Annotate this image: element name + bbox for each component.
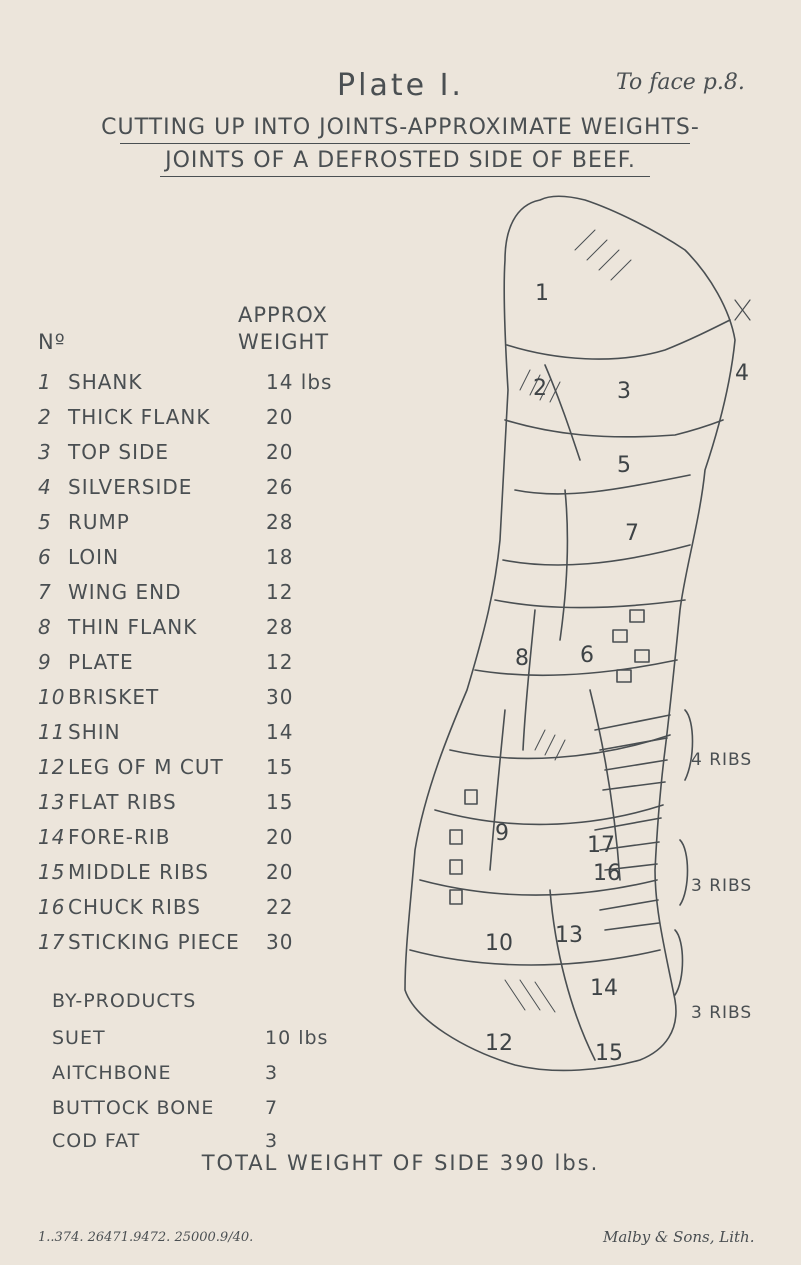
cut-label-9: 9 [495, 821, 509, 846]
table-row [38, 440, 358, 474]
list-item [52, 1027, 352, 1061]
cut-label-12: 12 [485, 1031, 513, 1056]
rib-bracket-label: 3 RIBS [691, 876, 753, 896]
row-number: 2 [38, 405, 52, 429]
table-row [38, 615, 358, 649]
byproduct-name: AITCHBONE [52, 1062, 172, 1084]
joint-weight: 28 [266, 510, 294, 534]
joint-name: STICKING PIECE [68, 930, 240, 954]
joint-name: RUMP [68, 510, 130, 534]
byproduct-name: COD FAT [52, 1130, 141, 1152]
cut-label-6: 6 [580, 643, 594, 668]
table-row [38, 860, 358, 894]
joint-weight: 30 [266, 930, 294, 954]
joint-weight: 14 lbs [266, 370, 333, 394]
joint-weight: 20 [266, 860, 294, 884]
total-weight: TOTAL WEIGHT OF SIDE 390 lbs. [201, 1151, 600, 1175]
row-number: 14 [38, 825, 66, 849]
table-row [38, 685, 358, 719]
title-underline-2 [160, 176, 650, 177]
table-row [38, 405, 358, 439]
row-number: 4 [38, 475, 52, 499]
row-number: 16 [38, 895, 66, 919]
joint-name: BRISKET [68, 685, 160, 709]
table-row [38, 545, 358, 579]
joint-weight: 20 [266, 405, 294, 429]
rib-bracket-label: 4 RIBS [691, 750, 753, 770]
rib-bracket-label: 3 RIBS [691, 1003, 753, 1023]
table-row [38, 755, 358, 789]
cut-label-13: 13 [555, 923, 583, 948]
table-row [38, 720, 358, 754]
joint-weight: 15 [266, 755, 294, 779]
table-row [38, 370, 358, 404]
table-row [38, 895, 358, 929]
joint-weight: 12 [266, 580, 294, 604]
joint-name: CHUCK RIBS [68, 895, 201, 919]
table-row [38, 930, 368, 964]
byproduct-weight: 7 [265, 1097, 279, 1119]
table-row [38, 580, 358, 614]
joint-name: SHIN [68, 720, 121, 744]
list-item [52, 1062, 352, 1096]
joint-weight: 28 [266, 615, 294, 639]
table-row [38, 650, 358, 684]
cut-label-7: 7 [625, 521, 639, 546]
cut-label-17: 17 [587, 833, 615, 858]
joint-name: PLATE [68, 650, 134, 674]
row-number: 13 [38, 790, 66, 814]
page-reference-note: To face p.8. [616, 70, 745, 95]
row-number: 10 [38, 685, 66, 709]
joint-name: LEG OF M CUT [68, 755, 224, 779]
cut-label-3: 3 [617, 379, 631, 404]
row-number: 5 [38, 510, 52, 534]
row-number: 8 [38, 615, 52, 639]
byproduct-name: BUTTOCK BONE [52, 1097, 215, 1119]
print-code: 1..374. 26471.9472. 25000.9/40. [38, 1230, 254, 1245]
table-row [38, 825, 358, 859]
cut-label-15: 15 [595, 1041, 623, 1066]
cut-label-10: 10 [485, 931, 513, 956]
plate-label: Plate I. [337, 68, 464, 103]
byproduct-weight: 3 [265, 1130, 279, 1152]
approx-label: APPROX [238, 303, 328, 327]
joint-weight: 20 [266, 825, 294, 849]
joint-name: THICK FLANK [68, 405, 211, 429]
cut-label-14: 14 [590, 976, 618, 1001]
byproducts-heading: BY-PRODUCTS [52, 990, 197, 1012]
joint-weight: 26 [266, 475, 294, 499]
row-number: 6 [38, 545, 52, 569]
joint-weight: 15 [266, 790, 294, 814]
row-number: 1 [38, 370, 52, 394]
table-row [38, 475, 358, 509]
joint-weight: 12 [266, 650, 294, 674]
joint-weight: 30 [266, 685, 294, 709]
row-number: 7 [38, 580, 52, 604]
byproduct-name: SUET [52, 1027, 106, 1049]
joint-name: LOIN [68, 545, 120, 569]
joint-weight: 14 [266, 720, 294, 744]
cut-label-8: 8 [515, 646, 529, 671]
joint-weight: 18 [266, 545, 294, 569]
number-column-header: Nº [38, 330, 66, 354]
joint-name: SILVERSIDE [68, 475, 193, 499]
beef-side-diagram [355, 190, 755, 1110]
cut-label-4: 4 [735, 361, 749, 386]
row-number: 15 [38, 860, 66, 884]
row-number: 12 [38, 755, 66, 779]
byproduct-weight: 10 lbs [265, 1027, 329, 1049]
joint-name: FORE-RIB [68, 825, 171, 849]
list-item [52, 1097, 352, 1131]
table-row [38, 790, 358, 824]
joint-name: SHANK [68, 370, 143, 394]
row-number: 17 [38, 930, 66, 954]
cut-label-5: 5 [617, 453, 631, 478]
joint-weight: 20 [266, 440, 294, 464]
cut-label-2: 2 [533, 376, 547, 401]
title-underline-1 [120, 143, 690, 144]
weight-column-header: WEIGHT [238, 330, 330, 354]
byproduct-weight: 3 [265, 1062, 279, 1084]
title-line-1: CUTTING UP INTO JOINTS-APPROXIMATE WEIGHTS- [101, 115, 700, 140]
table-row [38, 510, 358, 544]
joint-name: MIDDLE RIBS [68, 860, 209, 884]
row-number: 9 [38, 650, 52, 674]
joint-name: THIN FLANK [68, 615, 198, 639]
printer-credit: Malby & Sons, Lith. [603, 1228, 755, 1246]
joint-name: TOP SIDE [68, 440, 170, 464]
title-line-2: JOINTS OF A DEFROSTED SIDE OF BEEF. [165, 148, 636, 173]
joint-name: FLAT RIBS [68, 790, 177, 814]
row-number: 3 [38, 440, 52, 464]
cut-label-16: 16 [593, 861, 621, 886]
joint-name: WING END [68, 580, 182, 604]
cut-label-1: 1 [535, 281, 549, 306]
joint-weight: 22 [266, 895, 294, 919]
row-number: 11 [38, 720, 66, 744]
